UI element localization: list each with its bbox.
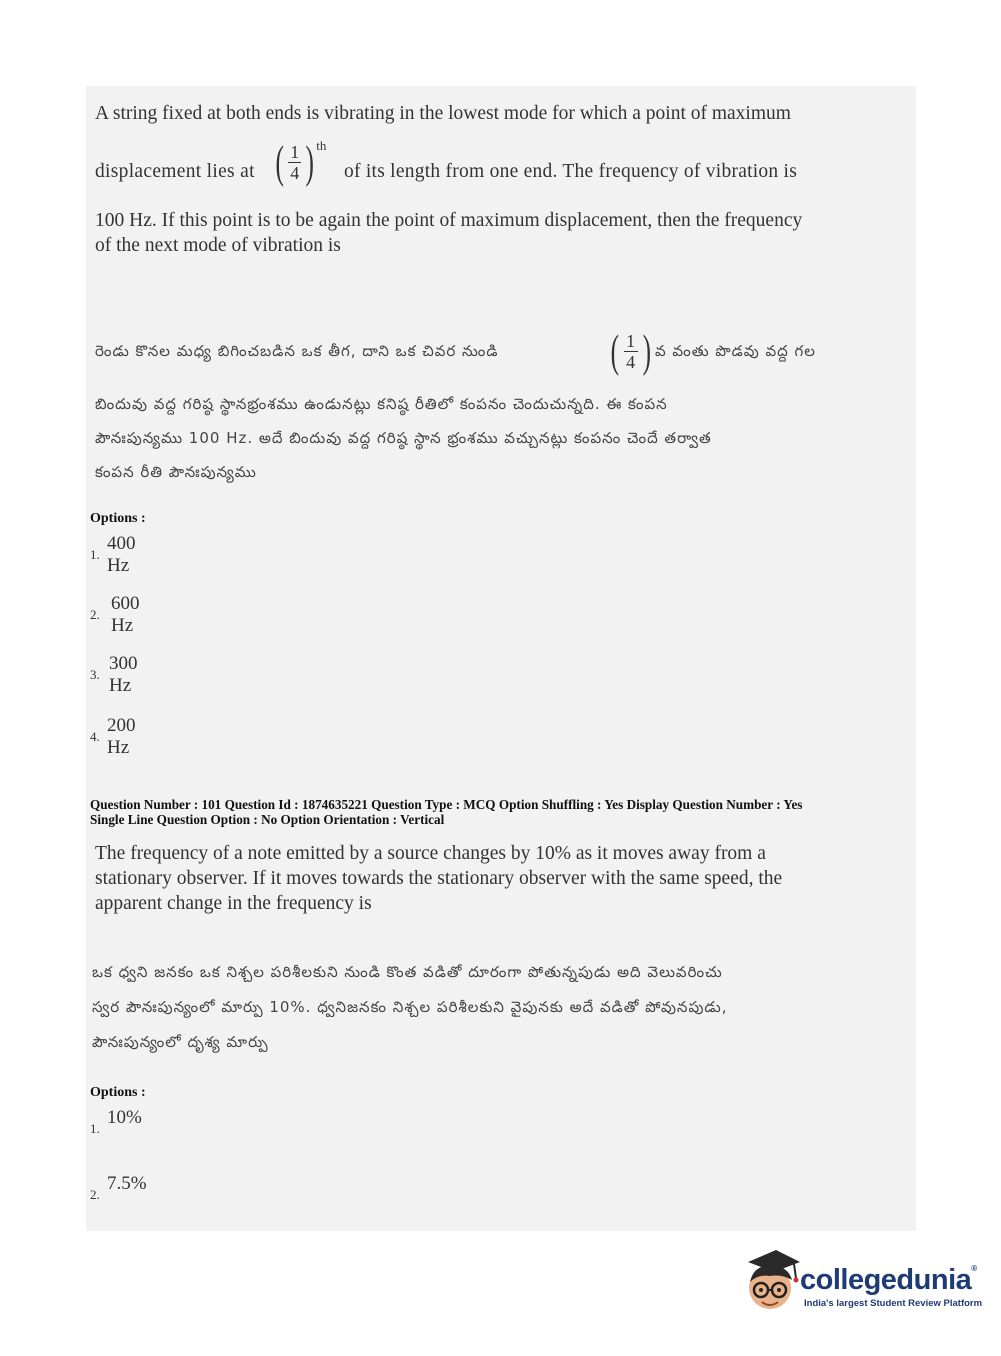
option-number: 1. [90,1121,100,1136]
q2-english-line-2: stationary observer. If it moves towards the stationary observer with the same speed, the [95,868,783,889]
q1-telugu-line-3: పౌనఃపున్యము 100 Hz. అదే బిందువు వద్ద గరిష్ఠ స్థాన భ్రంశము వచ్చునట్లు కంపనం చెందే తర్వాత [95,429,712,447]
fraction-superscript: th [316,138,327,154]
collegedunia-logo[interactable] [742,1248,983,1318]
question-meta-line-2: Single Line Question Option : No Option Orientation : Vertical [90,812,445,827]
right-paren: ) [642,325,652,376]
logo-brand [800,1264,977,1297]
left-paren: ( [275,136,284,187]
q2-telugu-line-3: పౌనఃపున్యంలో దృశ్య మార్పు [92,1033,269,1051]
option-value: 400 Hz [107,533,136,576]
logo-brand-text: collegedunia [800,1264,972,1296]
logo-tagline: India's largest Student Review Platform [804,1298,983,1309]
q1-telugu-fraction [610,325,652,376]
q2-options-label: Options : [90,1085,146,1100]
q1-options-label: Options : [90,511,146,526]
q1-english-line-2-post: of its length from one end. The frequency of vibration is [344,161,798,182]
q1-telugu-line-2: బిందువు వద్ద గరిష్ఠ స్థానభ్రంశము ఉండునట్లు కనిష్ఠ రీతిలో కంపనం చెందుచున్నది. ఈ కంపన [95,395,668,413]
option-value: 10% [107,1107,142,1128]
left-paren: ( [610,325,620,376]
option-value: 200 Hz [107,715,136,758]
q2-telugu-line-1: ఒక ధ్వని జనకం ఒక నిశ్చల పరిశీలకుని నుండి కొంత వడితో దూరంగా పోతున్నపుడు అది వెలువరించు [92,963,723,981]
q1-telugu-line-4: కంపన రీతి పౌనఃపున్యము [95,463,257,481]
q1-english-line-2-pre: displacement lies at [95,161,255,182]
q1-telugu-line-1 [95,325,865,376]
option-value: 300 Hz [109,653,138,696]
option-value: 600 Hz [111,593,140,636]
q1-telugu-line-1-post: వ వంతు పొడవు వద్ద గల [655,342,816,360]
q1-english-line-4: of the next mode of vibration is [95,235,341,256]
fraction [288,142,301,183]
option-number: 3. [90,667,100,682]
fraction-denominator: 4 [290,162,300,183]
logo-registered: ® [971,1264,977,1273]
q1-fraction [275,136,327,187]
fraction [624,331,638,372]
q2-english-line-3: apparent change in the frequency is [95,893,372,914]
q1-telugu-line-1-pre: రెండు కొనల మధ్య బిగించబడిన ఒక తీగ, దాని ఒక చివర నుండి [95,342,499,360]
q2-telugu-line-2: స్వర పౌనఃపున్యంలో మార్పు 10%. ధ్వనిజనకం నిశ్చల పరిశీలకుని వైపునకు అదే వడితో పోవునపుడు, [92,998,728,1016]
option-number: 4. [90,729,100,744]
option-value: 7.5% [107,1173,147,1194]
q1-english-line-2 [95,136,865,201]
fraction-numerator: 1 [290,141,300,162]
option-number: 2. [90,1187,100,1202]
question-meta-line-1: Question Number : 101 Question Id : 1874635221 Question Type : MCQ Option Shuffling : Yes Display Question Number : Yes [90,797,803,812]
option-number: 2. [90,607,100,622]
right-paren: ) [305,136,314,187]
question-meta [90,797,920,827]
option-number: 1. [90,547,100,562]
mascot-icon [742,1248,802,1318]
q2-english-line-1: The frequency of a note emitted by a source changes by 10% as it moves away from a [95,843,766,864]
q1-english-line-1: A string fixed at both ends is vibrating in the lowest mode for which a point of maximum [95,103,791,124]
q1-english-line-3: 100 Hz. If this point is to be again the point of maximum displacement, then the frequency [95,210,803,231]
fraction-numerator: 1 [626,330,637,351]
fraction-denominator: 4 [626,351,637,372]
